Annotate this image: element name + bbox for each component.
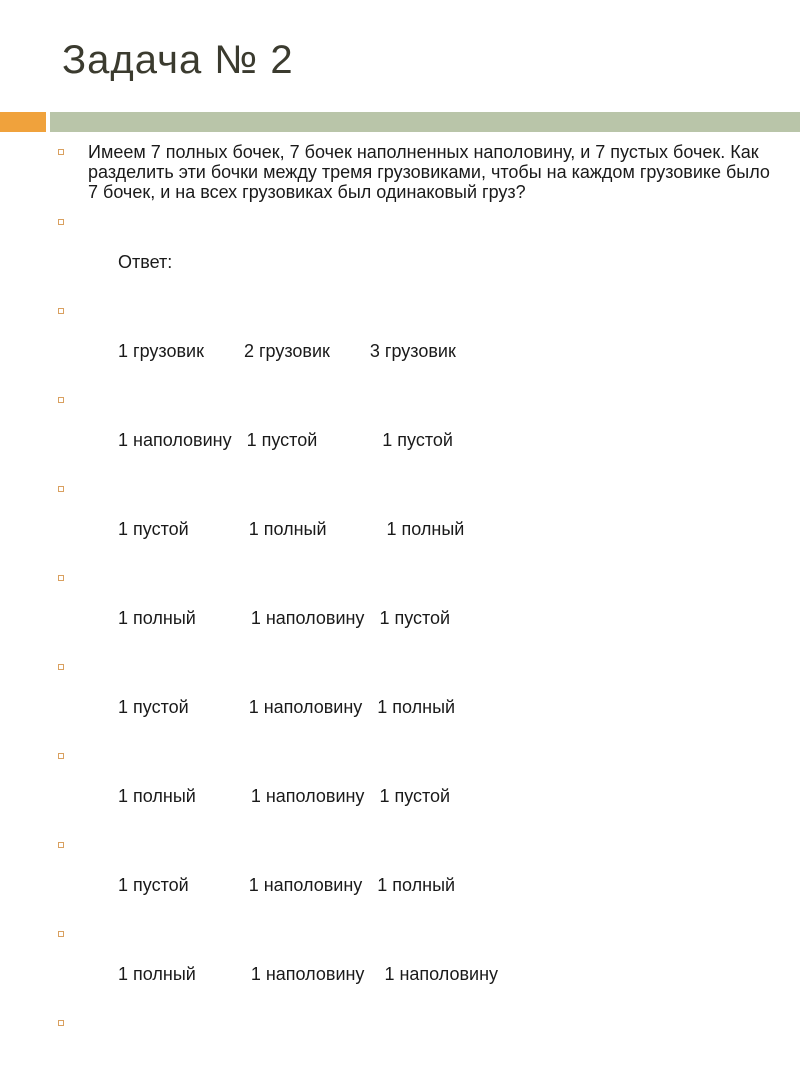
square-bullet-icon	[58, 753, 64, 759]
square-bullet-icon	[58, 664, 64, 670]
answer-row	[56, 390, 776, 470]
square-bullet-icon	[58, 308, 64, 314]
empty-bullet-item	[56, 1013, 776, 1033]
answer-row-text: 1 полный 1 наполовину 1 пустой	[118, 786, 451, 806]
answer-row-text: 1 пустой 1 полный 1 полный	[118, 519, 465, 539]
square-bullet-icon	[58, 486, 64, 492]
square-bullet-icon	[58, 149, 64, 155]
title-rule-accent	[0, 112, 46, 132]
answer-row	[56, 301, 776, 381]
answer-row-text: 1 пустой 1 наполовину 1 полный	[118, 875, 456, 895]
problem-text: Имеем 7 полных бочек, 7 бочек наполненных наполовину, и 7 пустых бочек. Как разделить эти бочки между тремя грузовиками, чтобы на каждом грузовике было 7 бочек, и на всех грузовиках был одинаковый груз?	[88, 142, 770, 202]
answer-row-text: 1 полный 1 наполовину 1 пустой	[118, 608, 451, 628]
answer-row-text: 1 наполовину 1 пустой 1 пустой	[118, 430, 453, 450]
square-bullet-icon	[58, 397, 64, 403]
square-bullet-icon	[58, 575, 64, 581]
slide-title: Задача № 2	[62, 38, 294, 82]
answer-row	[56, 479, 776, 559]
bullet-list	[56, 142, 776, 1033]
answer-row	[56, 657, 776, 737]
answer-label: Ответ:	[118, 252, 173, 272]
answer-row-text: 1 грузовик 2 грузовик 3 грузовик	[118, 341, 456, 361]
problem-statement	[56, 142, 778, 202]
square-bullet-icon	[58, 219, 64, 225]
answer-row-text: 1 пустой 1 наполовину 1 полный	[118, 697, 456, 717]
answer-row	[56, 746, 776, 826]
square-bullet-icon	[58, 1020, 64, 1026]
title-rule-bar	[50, 112, 800, 132]
answer-row	[56, 924, 776, 1004]
answer-label-item	[56, 212, 776, 292]
square-bullet-icon	[58, 931, 64, 937]
answer-row	[56, 835, 776, 915]
answer-row-text: 1 полный 1 наполовину 1 наполовину	[118, 964, 499, 984]
square-bullet-icon	[58, 842, 64, 848]
answer-row	[56, 568, 776, 648]
